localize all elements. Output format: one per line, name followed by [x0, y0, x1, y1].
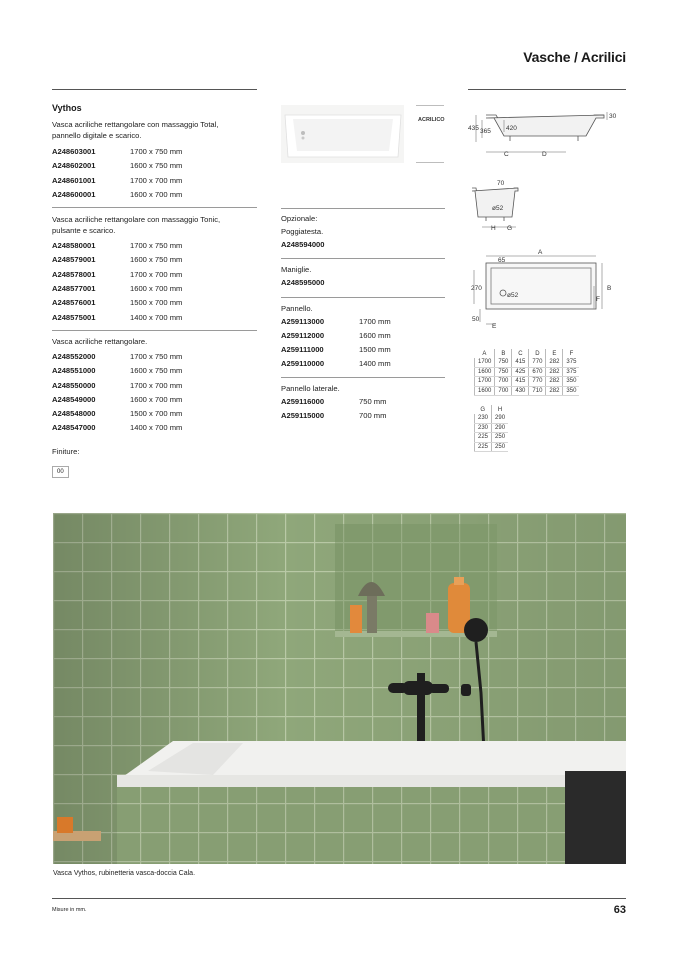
table-row — [475, 423, 509, 433]
table-cell: 425 — [512, 367, 529, 377]
lifestyle-photo — [53, 513, 626, 864]
optional-title: Opzionale: — [281, 214, 318, 223]
product-code: A248550000 — [52, 380, 96, 390]
product-code: A248579001 — [52, 255, 96, 265]
divider — [416, 105, 444, 106]
product-name: Vythos — [52, 103, 82, 113]
product-code: A259112000 — [281, 330, 325, 340]
table-cell: 770 — [529, 377, 546, 387]
table-cell: 282 — [546, 358, 563, 367]
dimension-label: F — [596, 296, 600, 303]
product-size: 1700 x 700 mm — [130, 380, 183, 390]
list-item — [52, 311, 257, 325]
product-size: 1600 x 700 mm — [130, 394, 183, 404]
product-thumbnail — [281, 105, 404, 163]
dimension-label: 435 — [468, 125, 479, 132]
group-description: Vasca acriliche rettangolare. — [52, 336, 148, 346]
table-header: H — [492, 405, 509, 414]
table-cell: 282 — [546, 367, 563, 377]
list-item — [52, 282, 257, 296]
product-size: 1600 x 750 mm — [130, 255, 183, 265]
product-size: 1400 x 700 mm — [130, 312, 183, 322]
table-cell: 415 — [512, 358, 529, 367]
product-size: 1700 x 750 mm — [130, 241, 183, 251]
footer-note: Misure in mm. — [52, 907, 87, 913]
product-size: 1600 x 750 mm — [130, 161, 183, 171]
table-cell: 1600 — [475, 367, 495, 377]
dimension-label: 270 — [471, 285, 482, 292]
table-cell: 1700 — [475, 377, 495, 387]
bathroom-photo-illustration — [53, 513, 626, 864]
list-item — [281, 329, 445, 343]
divider — [281, 208, 445, 209]
table-cell: 700 — [495, 386, 512, 396]
table-cell: 375 — [563, 367, 580, 377]
dimension-label: 50 — [472, 316, 480, 323]
list-item — [52, 350, 257, 364]
panel-label: Pannello. — [281, 303, 313, 313]
headrest-label: Poggiatesta. — [281, 227, 324, 236]
product-group-1 — [52, 119, 257, 202]
dimension-label: E — [492, 323, 497, 330]
list-item — [281, 357, 445, 371]
list-item — [52, 421, 257, 435]
dimension-label: 70 — [497, 180, 505, 187]
material-label: ACRILICO — [418, 117, 445, 123]
list-item — [52, 253, 257, 267]
product-code: A248602001 — [52, 161, 96, 171]
handles-label: Maniglie. — [281, 265, 312, 275]
list-item — [52, 174, 257, 188]
product-size: 1500 x 700 mm — [130, 409, 183, 419]
list-item — [281, 315, 445, 329]
product-code: A248601001 — [52, 175, 96, 185]
product-size: 1700 x 700 mm — [130, 269, 183, 279]
product-size: 1600 x 750 mm — [130, 366, 183, 376]
product-code: A248600001 — [52, 189, 96, 199]
list-item — [52, 393, 257, 407]
table-header: C — [512, 349, 529, 358]
divider — [52, 207, 257, 208]
product-code: A248580001 — [52, 241, 96, 251]
table-cell: 225 — [475, 433, 492, 443]
list-item — [281, 238, 445, 252]
table-cell: 225 — [475, 442, 492, 452]
product-size: 700 mm — [359, 411, 387, 421]
dimension-label: C — [504, 151, 509, 158]
table-cell: 350 — [563, 386, 580, 396]
list-item — [52, 159, 257, 173]
table-row — [475, 377, 580, 387]
product-column — [52, 103, 257, 478]
table-row — [475, 414, 509, 423]
table-row — [475, 367, 580, 377]
product-code: A248576001 — [52, 298, 96, 308]
side-panel-label: Pannello laterale. — [281, 383, 340, 393]
table-cell: 1700 — [475, 358, 495, 367]
product-code: A248548000 — [52, 409, 96, 419]
product-code: A259116000 — [281, 396, 325, 406]
table-cell: 290 — [492, 414, 509, 423]
table-cell: 670 — [529, 367, 546, 377]
table-cell: 750 — [495, 367, 512, 377]
product-code: A259115000 — [281, 411, 325, 421]
dimension-label: B — [607, 285, 612, 292]
product-size: 1600 x 700 mm — [130, 189, 183, 199]
table-header: A — [482, 350, 487, 357]
table-cell: 430 — [512, 386, 529, 396]
divider — [416, 162, 444, 163]
bathtub-thumbnail-image — [281, 105, 404, 163]
dimension-label: 65 — [498, 257, 506, 264]
table-cell: 415 — [512, 377, 529, 387]
photo-caption: Vasca Vythos, rubinetteria vasca-doccia Cala. — [53, 870, 196, 877]
divider — [281, 297, 445, 298]
product-size: 1500 x 700 mm — [130, 298, 183, 308]
product-code: A248577001 — [52, 284, 96, 294]
table-cell: 750 — [495, 358, 512, 367]
product-code: A248595000 — [281, 278, 325, 288]
table-cell: 230 — [475, 423, 492, 433]
dimension-label: ø52 — [492, 205, 504, 212]
product-size: 1400 mm — [359, 359, 391, 369]
product-code: A248549000 — [52, 394, 96, 404]
table-header: B — [495, 349, 512, 358]
product-size: 750 mm — [359, 396, 387, 406]
product-code: A248552000 — [52, 351, 96, 361]
table-header: E — [546, 349, 563, 358]
product-code: A248547000 — [52, 423, 96, 433]
dimension-label: 365 — [480, 128, 491, 135]
dimension-label: 30 — [609, 113, 617, 120]
list-item — [281, 395, 445, 409]
table-cell: 375 — [563, 358, 580, 367]
list-item — [281, 409, 445, 423]
divider — [281, 377, 445, 378]
table-row — [475, 386, 580, 396]
divider — [468, 89, 626, 90]
group-description: Vasca acriliche rettangolare con massaggio Total, pannello digitale e scarico. — [52, 120, 219, 140]
product-code: A259110000 — [281, 359, 325, 369]
dimension-label: ø52 — [507, 292, 519, 299]
product-size: 1700 x 750 mm — [130, 147, 183, 156]
list-item — [281, 343, 445, 357]
product-size: 1700 mm — [359, 316, 391, 326]
list-item — [52, 296, 257, 310]
table-cell: 230 — [475, 414, 492, 423]
optional-section — [281, 213, 445, 423]
table-header: D — [529, 349, 546, 358]
table-cell: 290 — [492, 423, 509, 433]
dimension-label: A — [538, 249, 543, 256]
product-size: 1700 x 700 mm — [130, 175, 183, 185]
product-size: 1600 x 700 mm — [130, 284, 183, 294]
footer-divider — [52, 898, 626, 899]
page-title: Vasche / Acrilici — [523, 49, 626, 65]
product-size: 1700 x 750 mm — [130, 351, 183, 361]
list-item — [52, 364, 257, 378]
table-header: F — [563, 349, 580, 358]
table-cell: 250 — [492, 442, 509, 452]
product-size: 1600 mm — [359, 330, 391, 340]
table-row — [475, 433, 509, 443]
group-description: Vasca acriliche rettangolare con massaggio Tonic, pulsante e scarico. — [52, 215, 221, 236]
divider — [52, 330, 257, 331]
table-cell: 1600 — [475, 386, 495, 396]
product-group-3 — [52, 336, 257, 436]
dimension-label: 420 — [506, 125, 517, 132]
page-number: 63 — [613, 904, 626, 916]
table-row — [475, 442, 509, 452]
top-view-drawing — [474, 256, 602, 324]
product-code: A259113000 — [281, 316, 325, 326]
product-code: A248594000 — [281, 240, 325, 249]
table-cell: 710 — [529, 386, 546, 396]
list-item — [52, 268, 257, 282]
product-code: A259111000 — [281, 345, 324, 355]
technical-drawing — [466, 100, 626, 340]
list-item — [52, 407, 257, 421]
product-code: A248551000 — [52, 366, 96, 376]
product-code: A248603001 — [52, 147, 96, 156]
table-header: G — [480, 406, 486, 413]
table-row — [475, 358, 580, 367]
table-header-row — [475, 405, 509, 414]
divider — [52, 89, 257, 90]
table-cell: 770 — [529, 358, 546, 367]
product-group-2 — [52, 214, 257, 325]
dimension-table — [474, 405, 508, 452]
divider — [281, 258, 445, 259]
finish-swatch[interactable]: 00 — [52, 466, 69, 478]
finishes-label: Finiture: — [52, 446, 80, 456]
product-size: 1500 mm — [359, 345, 391, 355]
table-cell: 250 — [492, 433, 509, 443]
table-cell: 282 — [546, 386, 563, 396]
dimension-label: G — [507, 225, 513, 232]
product-size: 1400 x 700 mm — [130, 423, 183, 433]
product-code: A248578001 — [52, 269, 96, 279]
table-header-row — [475, 349, 580, 358]
list-item — [281, 276, 445, 290]
dimension-table — [474, 349, 579, 396]
side-profile-drawing — [476, 112, 607, 152]
product-code: A248575001 — [52, 312, 96, 322]
list-item — [52, 188, 257, 202]
table-cell: 350 — [563, 377, 580, 387]
table-cell: 700 — [495, 377, 512, 387]
dimension-label: H — [491, 225, 496, 232]
dimension-label: D — [542, 151, 547, 158]
list-item — [52, 239, 257, 253]
list-item — [52, 379, 257, 393]
list-item — [52, 145, 257, 159]
table-cell: 282 — [546, 377, 563, 387]
